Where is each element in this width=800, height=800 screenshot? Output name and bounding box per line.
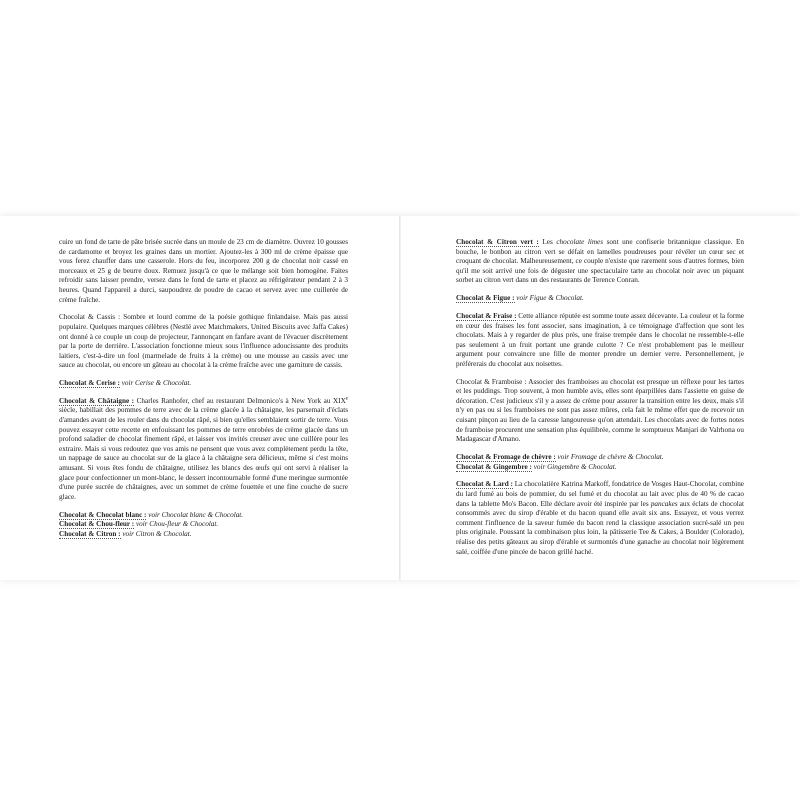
entry-heading: Chocolat & Lard :	[456, 480, 513, 489]
entry-heading: Chocolat & Chou-fleur :	[59, 520, 135, 529]
left-page	[59, 238, 348, 539]
entry-chocolat-framboise: Chocolat & Framboise : Associer des framboises au chocolat est presque un réflexe pour les tartes et les puddings. Trop souvent, à mon humble avis, elles sont éparpillées dans l'assiette en guise de décoration. C'est judicieux s'il y a assez de crème pour assurer la transition entre les deux, mais s'il n'y en pas ou si les framboises ne sont pas assez mûres, cela fait le même effet que de recevoir un cuisant pinçon au lieu de la caresse langoureuse qu'on attendait. Les chocolats avec de fortes notes de framboise procurent une sensation plus équilibrée, comme le somptueux Manjari de Valrhona ou Madagascar d'Amano.	[456, 377, 744, 444]
entry-chocolat-chataigne	[59, 397, 348, 503]
entry-text: La chocolatière Katrina Markoff, fondatrice de Vosges Haut-Chocolat, combine du lard fumé au bois de pommier, du sel fumé et du chocolat au lait avec plus de 40 % de cacao dans la tablette Mo's Bacon. Elle déclare avoir été inspirée par les	[456, 480, 744, 508]
entry-heading: Chocolat & Fromage de chèvre :	[456, 453, 556, 462]
cross-reference: voir Fromage de chèvre & Chocolat.	[555, 453, 664, 462]
entry-chocolat-citron-vert	[456, 238, 744, 286]
entry-heading: Chocolat & Châtaigne :	[59, 396, 135, 405]
entry-text: sont une confiserie britannique classique. En bouche, le bonbon au citron vert se défait en lamelles poudreuses pour révéler un cœur sec et croquant de chocolat. Malheureusement, ce couple n'existe que rarement sous d'autres formes, bien qu'il me soit arrivé une fois de déguster une spectaculaire tarte au chocolat noir avec un piquant sorbet au citron vert dans un des restaurants de Terence Conran.	[456, 238, 744, 285]
entry-emphasis: pancakes	[650, 499, 678, 508]
entry-text: Cette alliance réputée est somme toute assez décevante. La couleur et la forme en cœur des fraises les font associer, sans imagination, à ce témoignage d'affection que sont les chocolats. Mais à y regarder de plus près, une fraise trempée dans le chocolat ne ressemble-t-elle pas seulement à un fruit portant une grande culotte ? Ce n'est probablement pas le meilleur argument pour convaincre une fille de monter prendre un dernier verre. Personnellement, je préférerais du chocolat aux noisettes.	[456, 311, 744, 368]
cross-reference: voir Gingembre & Chocolat.	[531, 462, 617, 471]
paragraph-tart-recipe: cuire un fond de tarte de pâte brisée sucrée dans un moule de 23 cm de diamètre. Ouvrez 10 gousses de cardamome et broyez les graines dans un mortier. Ajoutez-les à 300 ml de crème épaisse que vous ferez chauffer dans une casserole. Hors du feu, incorporez 200 g de chocolat noir cassé en morceaux et 25 g de beurre doux. Remuez jusqu'à ce que le mélange soit bien homogène. Faites refroidir sans laisser prendre, versez dans le fond de tarte et placez au réfrigérateur pendant 2 à 3 heures. Quand l'appareil a durci, saupoudrez de poudre de cacao et servez avec une cuillerée de crème fraîche.	[59, 238, 348, 304]
entry-chocolat-figue	[456, 294, 744, 304]
entry-text: siècle, habillait des pommes de terre avec de la crème glacée à la châtaigne, les parsemait d'éclats d'amandes avant de les rouler dans du chocolat râpé, si bien qu'elles semblaient sortir de terre. Vous pouvez essayer cette recette en enfouissant les pommes de terre enrobées de crème glacée dans un profond saladier de chocolat finement râpé, et laisser vos invités creuser avec une cuillère pour les extraire. Mais si vous redoutez que vos amis ne pensent que vous avez complètement perdu la tête, un nappage de sauce au chocolat sur de la glace à la châtaigne sera délicieux, même si c'est moins amusant. Si vous êtes fondu de châtaigne, utilisez les blancs des œufs qui ont servi à réaliser la glace pour confectionner un mont-blanc, le dessert incontournable formé d'une meringue surmontée d'une purée sucrée de châtaignes, avec un sommet de crème fouettée et une fine couche de sucre glace.	[59, 406, 348, 501]
cross-reference: voir Figue & Chocolat.	[514, 294, 584, 303]
superscript: e	[345, 396, 348, 402]
entry-chocolat-gingembre	[456, 463, 744, 473]
entry-heading: Chocolat & Citron vert :	[456, 238, 539, 246]
entry-chocolat-lard	[456, 480, 744, 557]
entry-emphasis: chocolate limes	[556, 238, 604, 246]
cross-reference: voir Chocolat blanc & Chocolat.	[146, 510, 244, 519]
right-page	[456, 238, 744, 565]
entry-heading: Chocolat & Cerise :	[59, 379, 120, 388]
entry-heading: Chocolat & Citron :	[59, 529, 121, 538]
entry-heading: Chocolat & Figue :	[456, 294, 515, 303]
cross-reference: voir Citron & Chocolat.	[120, 529, 192, 538]
entry-heading: Chocolat & Gingembre :	[456, 462, 532, 471]
entry-heading: Chocolat & Fraise :	[456, 311, 517, 320]
entry-text: Charles Ranhofer, chef au restaurant Delmonico's à New York au XIX	[134, 396, 346, 405]
entry-chocolat-chocolat-blanc	[59, 511, 348, 521]
entry-chocolat-cassis: Chocolat & Cassis : Sombre et lourd comme de la poésie gothique finlandaise. Mais pas aussi populaire. Quelques marques célèbres (Nestlé avec Matchmakers, United Biscuits avec Jaffa Cakes) ont donné à ce couple un coup de projecteur, l'annonçant en fanfare avant de l'évacuer discrètement par la porte de derrière. L'association fonctionne mieux sous l'influence adoucissante des produits laitiers, c'est-à-dire un fool (marmelade de fruits à la crème) ou une mousse au cassis avec une sauce au chocolat, ou encore un gâteau au chocolat à la crème fraîche avec une garniture de cassis.	[59, 313, 348, 370]
entry-text: aux éclats de chocolat consommés avec du sirop d'érable et du bacon quand elle avait six ans. Essayez, et vous verrez comment l'influence de la saveur fumée du bacon rend la classique association sucré-salé un peu plus originale. Poussant la combinaison plus loin, la pâtisserie Tee & Cakes, à Boulder (Colorado), réalise des petits gâteaux au sirop d'érable et surmontés d'une ganache au chocolat noir légèrement salé, coiffée d'une pincée de bacon grillé haché.	[456, 499, 744, 556]
entry-chocolat-fraise	[456, 312, 744, 370]
book-gutter	[399, 216, 401, 580]
entry-chocolat-cerise	[59, 379, 348, 389]
entry-text: Les	[538, 238, 557, 246]
cross-reference: voir Cerise & Chocolat.	[119, 379, 192, 388]
cross-reference: voir Chou-fleur & Chocolat.	[134, 520, 219, 529]
entry-chocolat-citron	[59, 530, 348, 540]
entry-heading: Chocolat & Chocolat blanc :	[59, 510, 147, 519]
entry-chocolat-chou-fleur	[59, 520, 348, 530]
entry-chocolat-fromage-de-chevre	[456, 453, 744, 463]
